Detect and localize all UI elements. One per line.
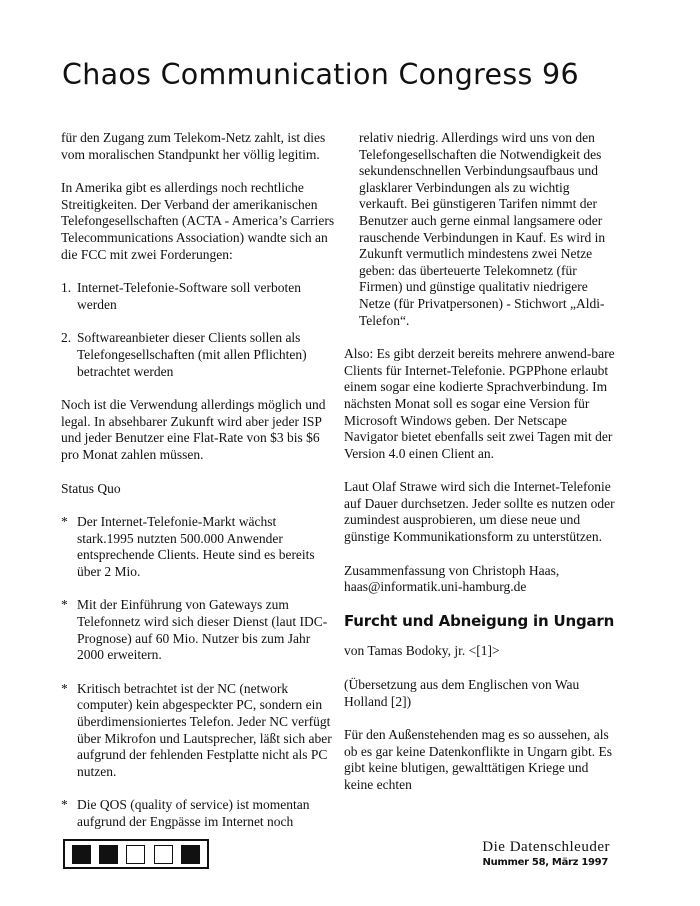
bullet-text: Mit der Einführung von Gateways zum Telefonnetz wird sich dieser Dienst (laut IDC-Prognose) auf 60 Mio. Nutzer bis zum Jahr 2000 erweitern. — [77, 597, 328, 663]
list-item — [61, 330, 336, 380]
list-item-text: Softwareanbieter dieser Clients sollen als Telefongesellschaften (mit allen Pflichten) betrachtet werden — [77, 330, 307, 379]
paragraph: Laut Olaf Strawe wird sich die Internet-Telefonie auf Dauer durchsetzen. Jeder sollte es nutzen oder zumindest ausprobieren, um diese neue und günstige Kommunikationsform zu unterstützen. — [344, 479, 615, 545]
bullet-item — [61, 681, 336, 781]
bullet-marker: * — [61, 514, 68, 530]
list-marker: 2. — [61, 330, 72, 346]
issue-info: Nummer 58, März 1997 — [482, 857, 608, 868]
bullet-marker: * — [61, 797, 68, 813]
author-credit-name: Zusammenfassung von Christoph Haas, — [344, 562, 560, 578]
paragraph-continued: relativ niedrig. Allerdings wird uns von den Telefongesellschaften die Notwendigkeit des sekundenschnellen Verbindungsaufbaus und glasklarer Verbindungen als zu wichtig verkauft. Bei günstigeren Tarifen nimmt der Benutzer auch gerne einmal langsamere oder rauschende Verbindungen in Kauf. Es wird in Zukunft vermutlich mindestens zwei Netze geben: das überteuerte Telekomnetz (für Firmen) und günstige qualitativ niedrigere Netze (für Privatpersonen) - Stichwort „Aldi-Telefon“. — [359, 130, 606, 328]
section-heading: Furcht und Abneigung in Ungarn — [344, 611, 615, 630]
footer-box-strip — [63, 839, 209, 869]
footer-box-4 — [154, 845, 173, 864]
list-marker: 1. — [61, 280, 72, 296]
paragraph: In Amerika gibt es allerdings noch rechtliche Streitigkeiten. Der Verband der amerikanischen Telefongesellschaften (ACTA - America’s Carriers Telecommunications Association) wandte sich an die FCC mit zwei Forderungen: — [61, 180, 335, 262]
author-email: haas@informatik.uni-hamburg.de — [344, 579, 527, 595]
translation-note: (Übersetzung aus dem Englischen von Wau Holland [2]) — [344, 677, 580, 709]
paragraph: für den Zugang zum Telekom-Netz zahlt, ist dies vom moralischen Standpunkt her völlig legitim. — [61, 130, 326, 162]
list-item-text: Internet-Telefonie-Software soll verboten werden — [77, 280, 301, 312]
bullet-item — [61, 597, 336, 663]
author-credit — [344, 563, 619, 596]
paragraph: Für den Außenstehenden mag es so aussehen, als ob es gar keine Datenkonflikte in Ungarn gibt. Es gibt keine blutigen, gewalttätigen Kriege und keine echten — [344, 727, 613, 792]
byline: von Tamas Bodoky, jr. <[1]> — [344, 643, 500, 659]
bullet-item — [61, 514, 336, 580]
footer-box-2 — [99, 845, 118, 864]
footer-box-5 — [181, 845, 200, 864]
paragraph: Noch ist die Verwendung allerdings möglich und legal. In absehbarer Zukunft wird aber jeder ISP und jeder Benutzer eine Flat-Rate von $3 bis $6 pro Monat zahlen müssen. — [61, 397, 326, 462]
page-header-title: Chaos Communication Congress 96 — [62, 58, 579, 91]
bullet-text: Kritisch betrachtet ist der NC (network computer) kein abgespeckter PC, sondern ein überdimensioniertes Telefon. Jeder NC verfügt über Mikrofon und Lautsprecher, läßt sich aber aufgrund der fehlenden Festplatte nicht als PC nutzen. — [77, 680, 332, 779]
section-label: Status Quo — [61, 480, 121, 496]
footer-box-3 — [126, 845, 145, 864]
right-column — [344, 130, 619, 811]
paragraph: Also: Es gibt derzeit bereits mehrere anwend-bare Clients für Internet-Telefonie. PGPPhone erlaubt einem sogar eine kodierte Sprachverbindung. Im nächsten Monat soll es sogar eine Version für Microsoft Windows geben. Der Netscape Navigator bietet ebenfalls seit zwei Tagen mit der Version 4.0 einen Client an. — [344, 346, 615, 461]
list-item — [61, 280, 336, 313]
bullet-item — [61, 797, 336, 830]
bullet-text: Die QOS (quality of service) ist momentan aufgrund der Engpässe im Internet noch — [77, 797, 310, 829]
bullet-marker: * — [61, 680, 68, 696]
left-column — [61, 130, 336, 848]
publication-title: Die Datenschleuder — [482, 839, 610, 855]
bullet-text: Der Internet-Telefonie-Markt wächst stark.1995 nutzten 500.000 Anwender entsprechende Clients. Heute sind es bereits über 2 Mio. — [77, 514, 315, 579]
bullet-marker: * — [61, 597, 68, 613]
footer-box-1 — [72, 845, 91, 864]
